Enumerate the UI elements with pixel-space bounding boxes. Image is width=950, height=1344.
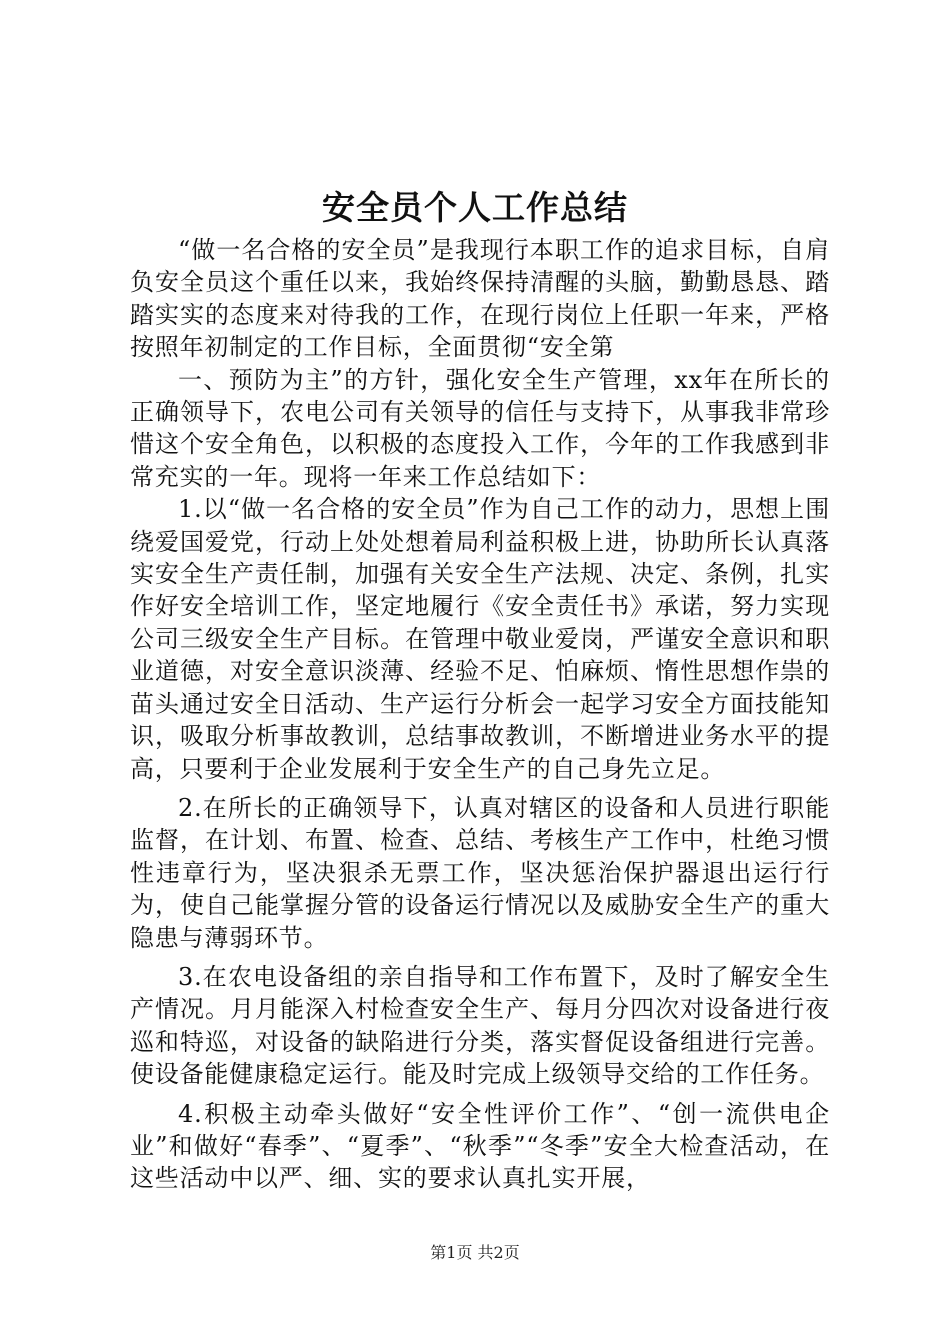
document-title: 安全员个人工作总结 — [322, 188, 628, 227]
paragraph-policy: 一、预防为主”的方针，强化安全生产管理，xx年在所长的正确领导下，农电公司有关领导的信任与支持下，从事我非常珍惜这个安全角色，以积极的态度投入工作，今年的工作我感到非常充实的一年。现将一年来工作总结如下： — [130, 365, 830, 491]
paragraph-item-2: 2.在所长的正确领导下，认真对辖区的设备和人员进行职能监督，在计划、布置、检查、总结、考核生产工作中，杜绝习惯性违章行为，坚决狠杀无票工作，坚决惩治保护器退出运行行为，使自己能掌握分管的设备运行情况以及威胁安全生产的重大隐患与薄弱环节。 — [130, 793, 830, 952]
paragraph-intro: “做一名合格的安全员”是我现行本职工作的追求目标，自肩负安全员这个重任以来，我始终保持清醒的头脑，勤勤恳恳、踏踏实实的态度来对待我的工作，在现行岗位上任职一年来，严格按照年初制定的工作目标，全面贯彻“安全第 — [130, 236, 830, 362]
paragraph-item-3: 3.在农电设备组的亲自指导和工作布置下，及时了解安全生产情况。月月能深入村检查安全生产、每月分四次对设备进行夜巡和特巡，对设备的缺陷进行分类，落实督促设备组进行完善。使设备能健康稳定运行。能及时完成上级领导交给的工作任务。 — [130, 962, 830, 1089]
paragraph-item-1: 1.以“做一名合格的安全员”作为自己工作的动力，思想上围绕爱国爱党，行动上处处想着局利益积极上进，协助所长认真落实安全生产责任制，加强有关安全生产法规、决定、条例，扎实作好安全培训工作，坚定地履行《安全责任书》承诺，努力实现公司三级安全生产目标。在管理中敬业爱岗，严谨安全意识和职业道德，对安全意识淡薄、经验不足、怕麻烦、惰性思想作祟的苗头通过安全日活动、生产运行分析会一起学习安全方面技能知识，吸取分析事故教训，总结事故教训，不断增进业务水平的提高，只要利于企业发展利于安全生产的自己身先立足。 — [130, 495, 830, 783]
paragraph-item-4: 4.积极主动牵头做好“安全性评价工作”、“创一流供电企业”和做好“春季”、“夏季”、“秋季”“冬季”安全大检查活动，在这些活动中以严、细、实的要求认真扎实开展， — [130, 1099, 830, 1193]
document-body — [130, 234, 830, 1195]
page-number-footer: 第1页 共2页 — [430, 1243, 520, 1262]
